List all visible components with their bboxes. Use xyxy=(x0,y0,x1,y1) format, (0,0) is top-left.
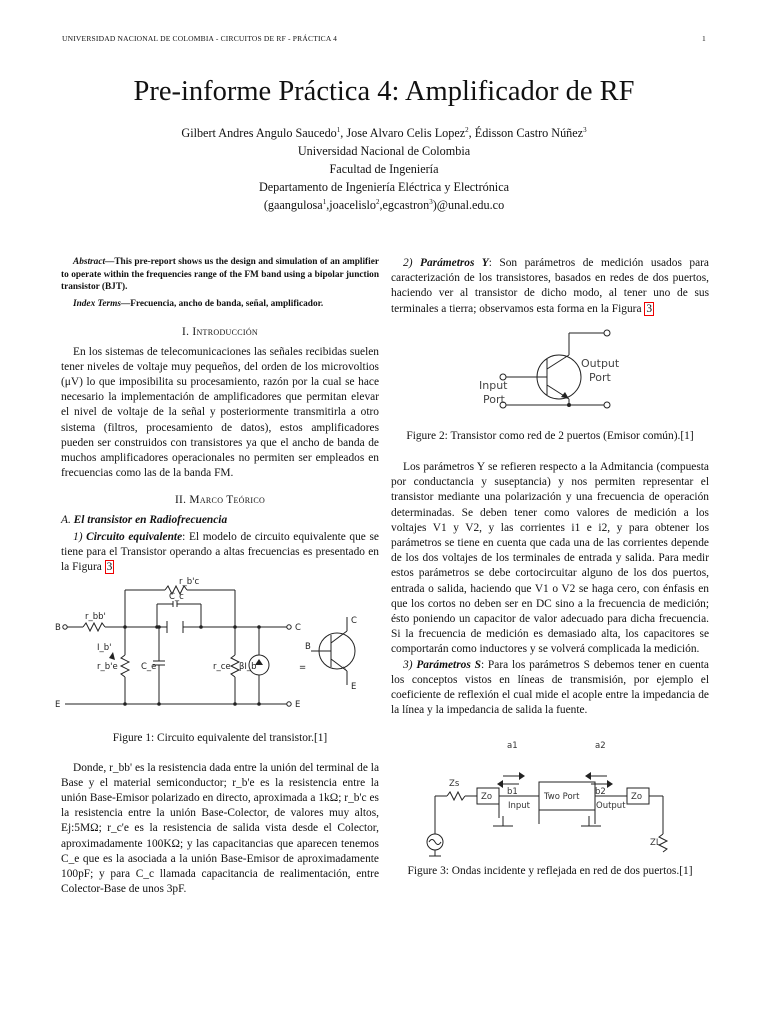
header-journal: UNIVERSIDAD NACIONAL DE COLOMBIA - CIRCUITOS DE RF - PRÁCTICA 4 xyxy=(62,34,338,43)
subsection-a xyxy=(61,513,379,528)
label-gm: βI_b' xyxy=(239,662,259,673)
author-2-mark: 2 xyxy=(465,125,469,134)
author-1: Gilbert Andres Angulo Saucedo xyxy=(181,126,337,140)
label-rbb: r_bb' xyxy=(85,612,106,623)
label-a1: a1 xyxy=(507,741,518,752)
email-part: ,egcastron xyxy=(379,198,430,212)
sub2-text: : Son parámetros de medición usados para caracterización de los transistores, basados en redes de dos puertos, haciendo ver al transistor de dicho modo, al tener uno de sus terminales a tierra; observamos esta forma en la Figura xyxy=(391,257,709,315)
figure-2-two-port-transistor xyxy=(391,323,709,427)
sub1-number: 1) xyxy=(73,530,83,543)
index-terms-text: —Frecuencia, ancho de banda, señal, amplificador. xyxy=(120,298,324,309)
author-list xyxy=(0,124,768,142)
label-zs: Zs xyxy=(449,779,460,790)
section-heading-intro: I. Introducción xyxy=(181,326,258,339)
label-input-port: Port xyxy=(483,392,505,406)
email-part: ,joacelislo xyxy=(326,198,376,212)
email-mark: 3 xyxy=(429,197,433,206)
parametros-s-paragraph xyxy=(391,658,709,719)
label-input: Input xyxy=(508,801,531,812)
label-ce: C_e xyxy=(141,662,157,673)
circuito-equivalente-paragraph xyxy=(61,530,379,576)
label-b: B xyxy=(55,623,61,634)
sub2-title: Parámetros Y xyxy=(420,257,489,269)
author-1-mark: 1 xyxy=(336,125,341,134)
label-e-out: E xyxy=(295,700,301,711)
page-number: 1 xyxy=(702,34,706,43)
subsection-a-title: El transistor en Radiofrecuencia xyxy=(73,513,228,526)
front-matter xyxy=(0,124,768,214)
abstract-label: Abstract xyxy=(73,257,106,267)
sub1-text: : El modelo de circuito equivalente que se tiene para el Transistor operando a altas frecuencias es presentado en la Figura xyxy=(61,530,379,574)
author-3: , Édisson Castro Núñez xyxy=(468,126,584,140)
figure-1-equivalent-circuit xyxy=(55,577,379,729)
label-c: C xyxy=(295,623,301,634)
figure-3-two-port-waves xyxy=(391,734,709,862)
label-equals: = xyxy=(299,663,307,674)
label-zo-input: Zo xyxy=(481,792,493,803)
email-part: )@unal.edu.co xyxy=(432,198,505,212)
label-two-port: Two Port xyxy=(544,792,580,803)
figure-ref-link[interactable]: 3 xyxy=(106,561,113,574)
label-rbc: r_b'c xyxy=(179,577,200,588)
email-mark: 1 xyxy=(322,197,327,206)
sub3-number: 3) xyxy=(403,658,413,671)
donde-paragraph: Donde, r_bb' es la resistencia dada entre la unión del terminal de la Base y el material semiconductor; r_b'e es la resistencia entre la unión Base-Emisor polarizado en directo, aproximada a 1kΩ; r_b'c es la resistencia entre la unión Base-Colector, de valores muy altos, Ej:5MΩ; r_c'e es la resistencia de salida vista desde el Colector, aproximadamente 100KΩ; y las capacitancias que aparecen tenemos C_e que es la asociada a la unión Base-Emisor de aproximadamente 100pF; y para C_c llamada capacitancia de realimentación, entre Colector-Base de unos 3pF. xyxy=(61,761,379,896)
department: Departamento de Ingeniería Eléctrica y Electrónica xyxy=(258,180,510,194)
left-column xyxy=(55,256,379,897)
label-c-symbol: C xyxy=(351,616,357,627)
figure-ref-link[interactable]: 3 xyxy=(646,302,653,315)
running-header xyxy=(62,34,706,46)
figure-3-caption: Figure 3: Ondas incidente y reflejada en red de dos puertos.[1] xyxy=(407,865,693,878)
figure-2-caption: Figure 2: Transistor como red de 2 puertos (Emisor común).[1] xyxy=(406,429,694,442)
sub1-title: Circuito equivalente xyxy=(86,530,183,543)
figure-1-labels xyxy=(55,577,357,710)
label-rce: r_ce xyxy=(213,662,231,673)
label-b-symbol: B xyxy=(305,642,311,653)
sub3-text: : Para los parámetros S debemos tener en cuenta los conceptos vistos en líneas de transmisión, por ejemplo el coeficiente de reflexión el cual mide el acople entre la impedancia de la línea y la impedancia de salida la fuente. xyxy=(391,658,709,717)
parametros-y-paragraph xyxy=(391,256,709,317)
email-part: (gaangulosa xyxy=(263,198,323,212)
label-e-symbol: E xyxy=(351,682,357,693)
faculty: Facultad de Ingeniería xyxy=(329,162,439,176)
label-rbe: r_b'e xyxy=(97,662,118,673)
subsection-a-number: A. xyxy=(61,513,71,526)
label-cc: C_c xyxy=(169,592,184,603)
admitancia-paragraph: Los parámetros Y se refieren respecto a la Admitancia (compuesta por conductancia y suseptancia) y nos permiten representar el transistor mediante una polarización y una frecuencia de operación determinadas. Se deben tener como valores de medición a los voltajes V1 y V2, y las corrientes i1 e i2, y para obtener los parámetros se tiene en cuenta que cada una de las corrientes depende de los dos voltajes de los terminales de entrada y salida. Para medir estos parámetros se debe cortocircuitar alguno de los dos puertos, entrada o salida, haciendo que V1 o V2 se haga cero, con énfasis en que los cortos no deben ser en DC sino a la frecuencia de medición; ésto poniendo un capacitor de valor adecuado para dicha frecuencia. Si la frecuencia de medición es demasiado alta, los capacitores se comportarán como inductores y se volverá complicada la medición. xyxy=(391,461,709,656)
university: Universidad Nacional de Colombia xyxy=(297,144,471,158)
section-heading-marco: II. Marco Teórico xyxy=(174,494,266,507)
author-2: , Jose Alvaro Celis Lopez xyxy=(340,126,466,140)
label-zl: ZL xyxy=(650,838,661,849)
label-a2: a2 xyxy=(595,741,606,752)
label-input: Input xyxy=(479,378,508,392)
label-ib: I_b' xyxy=(97,643,112,654)
emails xyxy=(0,196,768,214)
author-3-mark: 3 xyxy=(583,125,587,134)
label-b2: b2 xyxy=(595,787,606,798)
label-b1: b1 xyxy=(507,787,518,798)
right-column xyxy=(391,256,709,880)
sub2-number: 2) xyxy=(403,257,413,269)
label-output-port: Port xyxy=(589,370,611,384)
abstract-text: —This pre-report shows us the design and simulation of an amplifier to operate within the frequencies range of the FM band using a bipolar junction transistor (BJT). xyxy=(61,257,379,293)
index-terms-label: Index Terms xyxy=(73,298,121,309)
index-terms xyxy=(61,298,379,311)
label-e: E xyxy=(55,700,61,711)
email-mark: 2 xyxy=(375,197,380,206)
label-output: Output xyxy=(596,801,626,812)
paper-title: Pre-informe Práctica 4: Amplificador de RF xyxy=(133,76,635,107)
label-output: Output xyxy=(581,356,620,370)
abstract xyxy=(61,256,379,294)
intro-paragraph: En los sistemas de telecomunicaciones las señales recibidas suelen tener niveles de voltaje muy pequeños, del orden de los microvoltios (μV) lo que imposibilita su procesamiento, razón por la cual se hace necesario la implementación de amplificadores que permitan elevar el nivel de voltaje de la señal y posteriormente transmitirla a otro sistema (filtros, procesamiento de datos), estos amplificadores pueden ser construidos con transistores ya que el ancho de banda de muchos amplificadores operacionales no permiten ser empleados en frecuencias como las de la banda FM. xyxy=(61,345,379,480)
figure-1-caption: Figure 1: Circuito equivalente del transistor.[1] xyxy=(112,732,328,745)
label-zo-output: Zo xyxy=(631,792,643,803)
sub3-title: Parámetros S xyxy=(416,658,481,671)
